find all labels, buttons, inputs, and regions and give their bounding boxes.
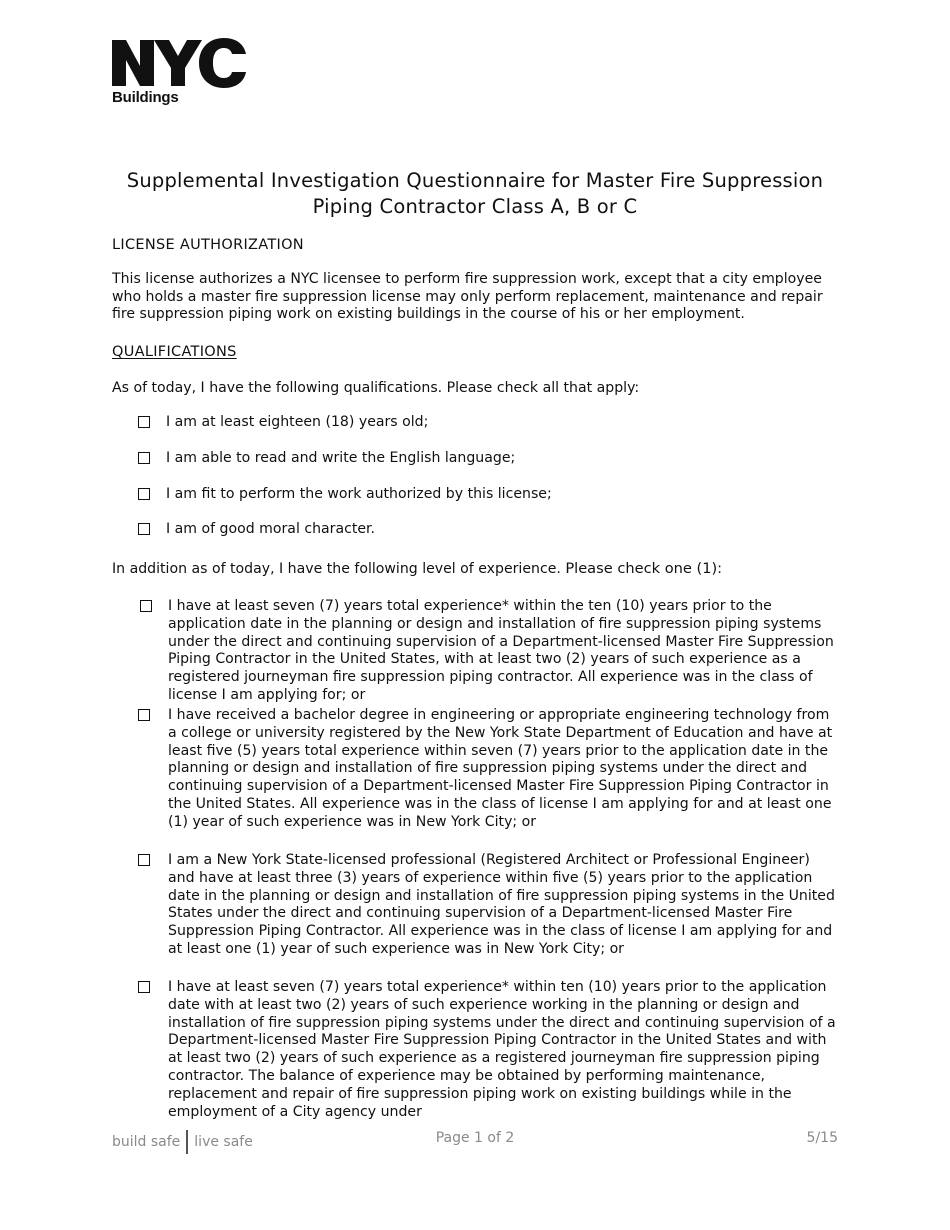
page-footer xyxy=(112,1130,838,1152)
footer-document-page: 5/15 xyxy=(806,1130,838,1146)
experience-checkbox[interactable] xyxy=(138,709,150,721)
logo-subtitle: Buildings xyxy=(112,89,179,106)
experience-option-text: I have at least seven (7) years total experience* within ten (10) years prior to the application date with at least two (2) years of such experience working in the planning or design and installation of fire suppression piping systems under the direct and continuing supervision of a Department-licensed Master Fire Suppression Piping Contractor in the United States and with at least two (2) years of such experience as a registered journeyman fire suppression piping contractor. The balance of experience may be obtained by performing maintenance, replacement and repair of fire suppression piping work on existing buildings while in the employment of a City agency under xyxy=(168,979,836,1120)
footer-slogan-left: build safe xyxy=(112,1134,181,1150)
qualifications-heading: QUALIFICATIONS xyxy=(112,344,237,360)
license-authorization-text: This license authorizes a NYC licensee to perform fire suppression work, except that a city employee who holds a master fire suppression license may only perform replacement, maintenance and repair fire suppression piping work on existing buildings in the course of his or her employment. xyxy=(112,271,823,323)
license-authorization-heading: LICENSE AUTHORIZATION xyxy=(112,237,304,253)
experience-intro-emphasis: Please check one (1): xyxy=(565,560,723,577)
qualification-checkbox[interactable] xyxy=(138,488,150,500)
qualification-label: I am able to read and write the English language; xyxy=(166,450,516,466)
experience-intro xyxy=(112,560,842,579)
title-line-2: Piping Contractor Class A, B or C xyxy=(312,195,638,218)
experience-intro-text: In addition as of today, I have the following level of experience. xyxy=(112,561,561,577)
nyc-logo-icon xyxy=(112,38,248,88)
experience-checkbox-row xyxy=(138,598,152,612)
qualification-item xyxy=(138,414,428,432)
experience-checkbox-row xyxy=(138,852,150,866)
qualification-label: I am fit to perform the work authorized by this license; xyxy=(166,486,552,502)
experience-checkbox[interactable] xyxy=(138,981,150,993)
qualifications-intro: As of today, I have the following qualifications. Please check all that apply: xyxy=(112,380,640,396)
experience-option-text: I have received a bachelor degree in engineering or appropriate engineering technology from a college or university registered by the New York State Department of Education and have at least five (5) years total experience within seven (7) years prior to the application date in the planning or design and installation of fire suppression piping systems under the direct and continuing supervision of a Department-licensed Master Fire Suppression Piping Contractor in the United States. All experience was in the class of license I am applying for and at least one (1) year of such experience was in New York City; or xyxy=(168,707,833,830)
experience-option-text: I have at least seven (7) years total experience* within the ten (10) years prior to the application date in the planning or design and installation of fire suppression piping systems under the direct and continuing supervision of a Department-licensed Master Fire Suppression Piping Contractor in the United States, with at least two (2) years of such experience as a registered journeyman fire suppression piping contractor. All experience was in the class of license I am applying for; or xyxy=(168,598,834,703)
experience-checkbox[interactable] xyxy=(138,854,150,866)
title-line-1: Supplemental Investigation Questionnaire for Master Fire Suppression xyxy=(126,169,824,192)
footer-page-number: Page 1 of 2 xyxy=(435,1130,515,1146)
qualification-item xyxy=(138,450,515,468)
qualification-checkbox[interactable] xyxy=(138,452,150,464)
experience-checkbox-row xyxy=(138,979,150,993)
qualification-label: I am at least eighteen (18) years old; xyxy=(166,414,429,430)
nyc-buildings-logo xyxy=(112,38,248,106)
experience-checkbox[interactable] xyxy=(140,600,152,612)
qualification-label: I am of good moral character. xyxy=(166,521,376,537)
qualification-checkbox[interactable] xyxy=(138,416,150,428)
qualification-item xyxy=(138,521,375,539)
experience-checkbox-row xyxy=(138,707,150,721)
footer-slogan-right: live safe xyxy=(194,1134,253,1150)
qualification-checkbox[interactable] xyxy=(138,523,150,535)
page-title xyxy=(112,168,838,220)
experience-option-text: I am a New York State-licensed professional (Registered Architect or Professional Engineer) and have at least three (3) years of experience within five (5) years prior to the application date in the planning or design and installation of fire suppression piping systems in the United States under the direct and continuing supervision of a Department-licensed Master Fire Suppression Piping Contractor. All experience was in the class of license I am applying for and at least one (1) year of such experience was in New York City; or xyxy=(168,852,835,957)
qualification-item xyxy=(138,486,552,504)
